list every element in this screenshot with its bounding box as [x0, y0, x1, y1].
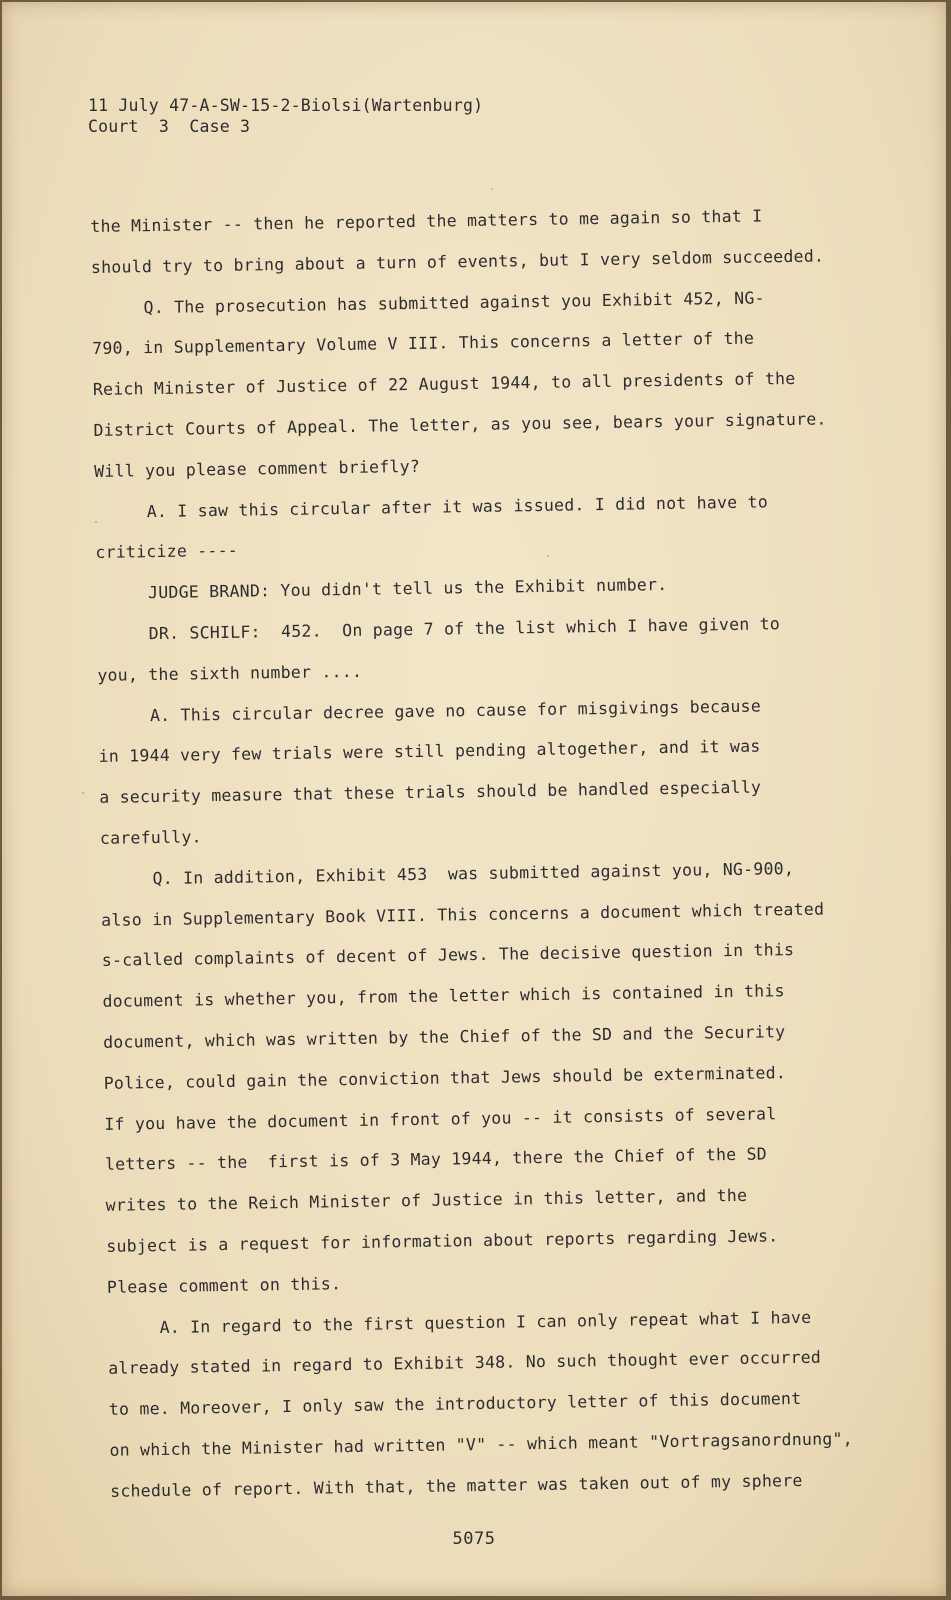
transcript-line: writes to the Reich Minister of Justice in this letter, and the: [105, 1185, 748, 1216]
transcript-line: A. I saw this circular after it was issued. I did not have to: [146, 491, 769, 521]
transcript-line: in 1944 very few trials were still pending altogether, and it was: [98, 736, 761, 767]
transcript-line: carefully.: [99, 827, 202, 848]
page-number: 5075: [452, 1529, 496, 1549]
paper-speck: [95, 521, 97, 523]
transcript-line: District Courts of Appeal. The letter, as you see, bears your signature.: [93, 409, 827, 440]
transcript-line: A. This circular decree gave no cause for misgivings because: [149, 696, 762, 725]
transcript-body: [90, 195, 854, 1512]
transcript-line: Q. The prosecution has submitted against you Exhibit 452, NG-: [143, 288, 765, 317]
transcript-line: Reich Minister of Justice of 22 August 1944, to all presidents of the: [92, 369, 796, 400]
transcript-header: [88, 95, 483, 137]
header-court-line: Court 3 Case 3: [88, 117, 251, 136]
transcript-line: a security measure that these trials should be handled especially: [99, 777, 762, 808]
transcript-line: s-called complaints of decent of Jews. The decisive question in this: [101, 940, 795, 971]
transcript-line: Will you please comment briefly?: [94, 456, 421, 481]
transcript-line: If you have the document in front of you -- it consists of several: [104, 1103, 777, 1134]
paper-speck: [82, 792, 84, 794]
transcript-line: also in Supplementary Book VIII. This concerns a document which treated: [101, 899, 825, 930]
transcript-line: criticize ----: [95, 541, 239, 563]
header-session-line: 11 July 47-A-SW-15-2-Biolsi(Wartenburg): [88, 96, 484, 115]
transcript-line: schedule of report. With that, the matter was taken out of my sphere: [110, 1470, 803, 1501]
transcript-line: DR. SCHILF: 452. On page 7 of the list which I have given to: [148, 614, 781, 644]
paper-speck: [491, 188, 493, 190]
paper-speck: [547, 555, 549, 557]
transcript-line: already stated in regard to Exhibit 348. No such thought ever occurred: [108, 1347, 822, 1379]
transcript-line: you, the sixth number ....: [97, 661, 363, 685]
transcript-line: Police, could gain the conviction that Jews should be exterminated.: [103, 1062, 787, 1093]
transcript-line: document, which was written by the Chief of the SD and the Security: [102, 1022, 786, 1052]
transcript-line: should try to bring about a turn of events, but I very seldom succeeded.: [90, 246, 825, 277]
transcript-line: 790, in Supplementary Volume V III. This concerns a letter of the: [92, 328, 755, 359]
transcript-line: on which the Minister had written "V" -- which meant "Vortragsanordnung",: [109, 1429, 854, 1460]
transcript-line: A. In regard to the first question I can only repeat what I have: [159, 1307, 812, 1337]
transcript-line: JUDGE BRAND: You didn't tell us the Exhibit number.: [147, 575, 668, 603]
document-page: [2, 2, 946, 1596]
transcript-line: document is whether you, from the letter which is contained in this: [102, 981, 785, 1012]
transcript-line: letters -- the first is of 3 May 1944, there the Chief of the SD: [104, 1144, 768, 1175]
transcript-line: to me. Moreover, I only saw the introductory letter of this document: [108, 1389, 802, 1419]
transcript-line: Q. In addition, Exhibit 453 was submitted against you, NG-900,: [152, 858, 795, 888]
transcript-line: the Minister -- then he reported the matters to me again so that I: [90, 206, 763, 236]
transcript-line: subject is a request for information about reports regarding Jews.: [106, 1226, 779, 1256]
transcript-line: Please comment on this.: [106, 1273, 342, 1297]
